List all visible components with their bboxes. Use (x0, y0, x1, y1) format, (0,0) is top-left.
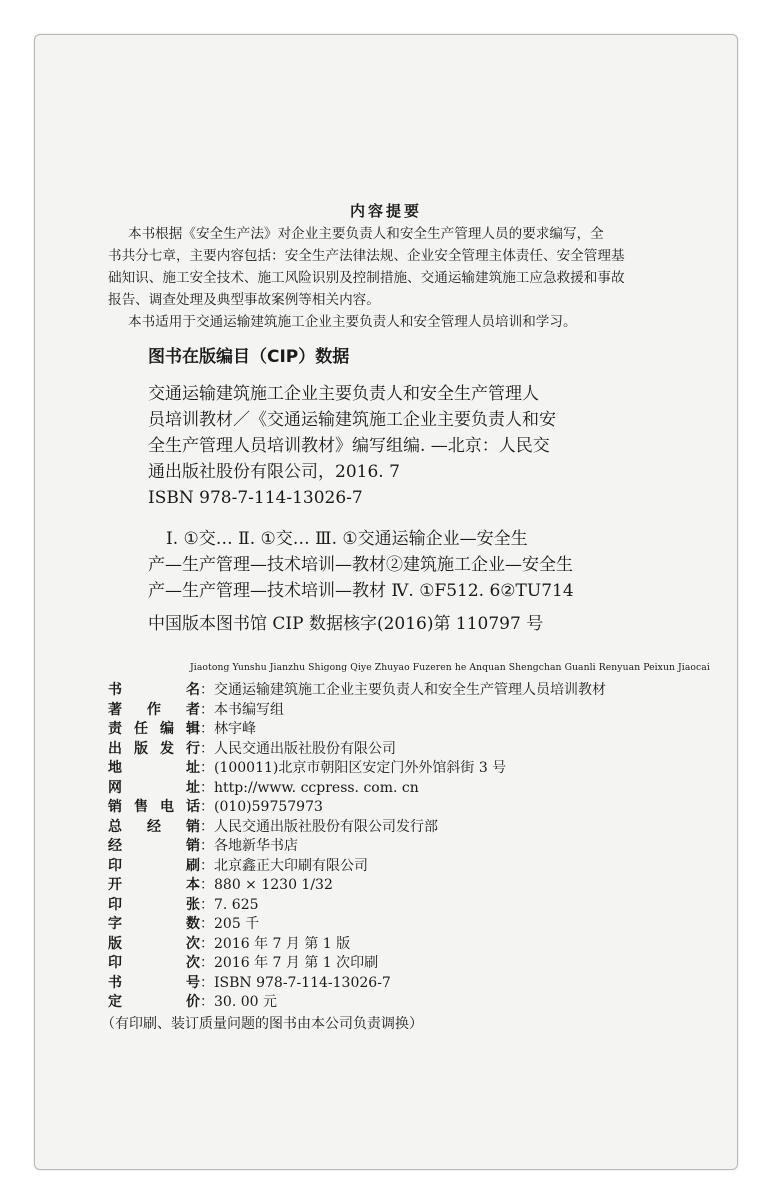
info-row: 版次：2016 年 7 月 第 1 版 (108, 935, 350, 955)
info-label: 书号 (108, 974, 200, 991)
info-row: 著作者：本书编写组 (108, 701, 284, 721)
info-row: 印张：7. 625 (108, 896, 259, 916)
pinyin-title: Jiaotong Yunshu Jianzhu Shigong Qiye Zhuyao Fuzeren he Anquan Shengchan Guanli Renyuan Peixun Jiaocai (190, 662, 710, 673)
info-row: 书号：ISBN 978-7-114-13026-7 (108, 974, 391, 994)
info-row: 印刷：北京鑫正大印刷有限公司 (108, 857, 368, 877)
cip-line: 员培训教材／《交通运输建筑施工企业主要负责人和安 (148, 410, 556, 430)
cip-title: 图书在版编目（CIP）数据 (148, 347, 350, 367)
info-value: (010)59757973 (214, 799, 323, 815)
cip-line: 交通运输建筑施工企业主要负责人和安全生产管理人 (148, 384, 539, 404)
cip-verification: 中国版本图书馆 CIP 数据核字(2016)第 110797 号 (148, 614, 544, 634)
cip-classification-line: 产—生产管理—技术培训—教材 Ⅳ. ①F512. 6②TU714 (148, 581, 574, 601)
info-value: http://www. ccpress. com. cn (214, 779, 419, 796)
info-row: 出版发行：人民交通出版社股份有限公司 (108, 740, 396, 760)
info-row: 责任编辑：林宇峰 (108, 720, 256, 740)
info-row: 销售电话：(010)59757973 (108, 798, 323, 818)
info-label: 版次 (108, 935, 200, 952)
info-label: 著作者 (108, 701, 200, 718)
info-label: 定价 (108, 994, 200, 1010)
quality-notice: （有印刷、装订质量问题的图书由本公司负责调换） (101, 1016, 423, 1032)
info-label: 字数 (108, 916, 200, 932)
summary-title: 内容提要 (349, 202, 422, 220)
info-value: 30. 00 元 (214, 994, 277, 1010)
info-label: 印次 (108, 955, 200, 971)
summary-line: 报告、调查处理及典型事故案例等相关内容。 (108, 292, 380, 308)
info-value: ISBN 978-7-114-13026-7 (214, 974, 391, 991)
info-value: 北京鑫正大印刷有限公司 (214, 857, 368, 874)
info-value: 本书编写组 (214, 701, 284, 718)
info-row: 地址：(100011)北京市朝阳区安定门外外馆斜街 3 号 (108, 759, 506, 779)
summary-line: 础知识、施工安全技术、施工风险识别及控制措施、交通运输建筑施工应急救援和事故 (108, 270, 625, 286)
info-value: 2016 年 7 月 第 1 版 (214, 935, 351, 952)
info-row: 定价：30. 00 元 (108, 993, 277, 1013)
info-label: 书名 (108, 682, 200, 698)
info-value: 交通运输建筑施工企业主要负责人和安全生产管理人员培训教材 (214, 682, 606, 698)
cip-line: 全生产管理人员培训教材》编写组编. —北京：人民交 (148, 436, 550, 456)
info-value: 880 × 1230 1/32 (214, 877, 333, 893)
cip-classification-line: Ⅰ. ①交… Ⅱ. ①交… Ⅲ. ①交通运输企业—安全生 (166, 529, 528, 549)
info-value: 人民交通出版社股份有限公司 (214, 740, 396, 757)
info-label: 经销 (108, 838, 200, 854)
info-value: (100011)北京市朝阳区安定门外外馆斜街 3 号 (214, 760, 507, 776)
info-row: 经销：各地新华书店 (108, 837, 298, 857)
info-label: 销售电话 (108, 799, 200, 815)
info-row: 网址：http://www. ccpress. com. cn (108, 779, 419, 799)
cip-classification-line: 产—生产管理—技术培训—教材②建筑施工企业—安全生 (148, 555, 573, 575)
info-label: 地址 (108, 760, 200, 776)
info-label: 网址 (108, 779, 200, 796)
cip-isbn: ISBN 978-7-114-13026-7 (148, 488, 363, 508)
info-label: 总经销 (108, 818, 200, 835)
info-row: 字数：205 千 (108, 915, 259, 935)
info-label: 印刷 (108, 857, 200, 874)
cip-line: 通出版社股份有限公司，2016. 7 (148, 462, 400, 482)
info-row: 书名：交通运输建筑施工企业主要负责人和安全生产管理人员培训教材 (108, 681, 606, 701)
info-value: 205 千 (214, 916, 260, 932)
summary-line: 书共分七章，主要内容包括：安全生产法律法规、企业安全管理主体责任、安全管理基 (108, 248, 625, 264)
summary-line: 本书根据《安全生产法》对企业主要负责人和安全生产管理人员的要求编写，全 (128, 226, 604, 242)
info-label: 印张 (108, 896, 200, 913)
info-value: 林宇峰 (214, 721, 256, 737)
info-label: 责任编辑 (108, 721, 200, 737)
info-value: 人民交通出版社股份有限公司发行部 (214, 818, 438, 835)
info-value: 7. 625 (214, 896, 259, 913)
info-row: 开本：880 × 1230 1/32 (108, 876, 333, 896)
info-row: 总经销：人民交通出版社股份有限公司发行部 (108, 818, 438, 838)
info-label: 出版发行 (108, 740, 200, 757)
summary-line: 本书适用于交通运输建筑施工企业主要负责人和安全管理人员培训和学习。 (128, 314, 577, 330)
info-value: 2016 年 7 月 第 1 次印刷 (214, 955, 379, 971)
copyright-page (34, 34, 738, 1170)
info-row: 印次：2016 年 7 月 第 1 次印刷 (108, 954, 378, 974)
info-label: 开本 (108, 877, 200, 893)
info-value: 各地新华书店 (214, 838, 298, 854)
